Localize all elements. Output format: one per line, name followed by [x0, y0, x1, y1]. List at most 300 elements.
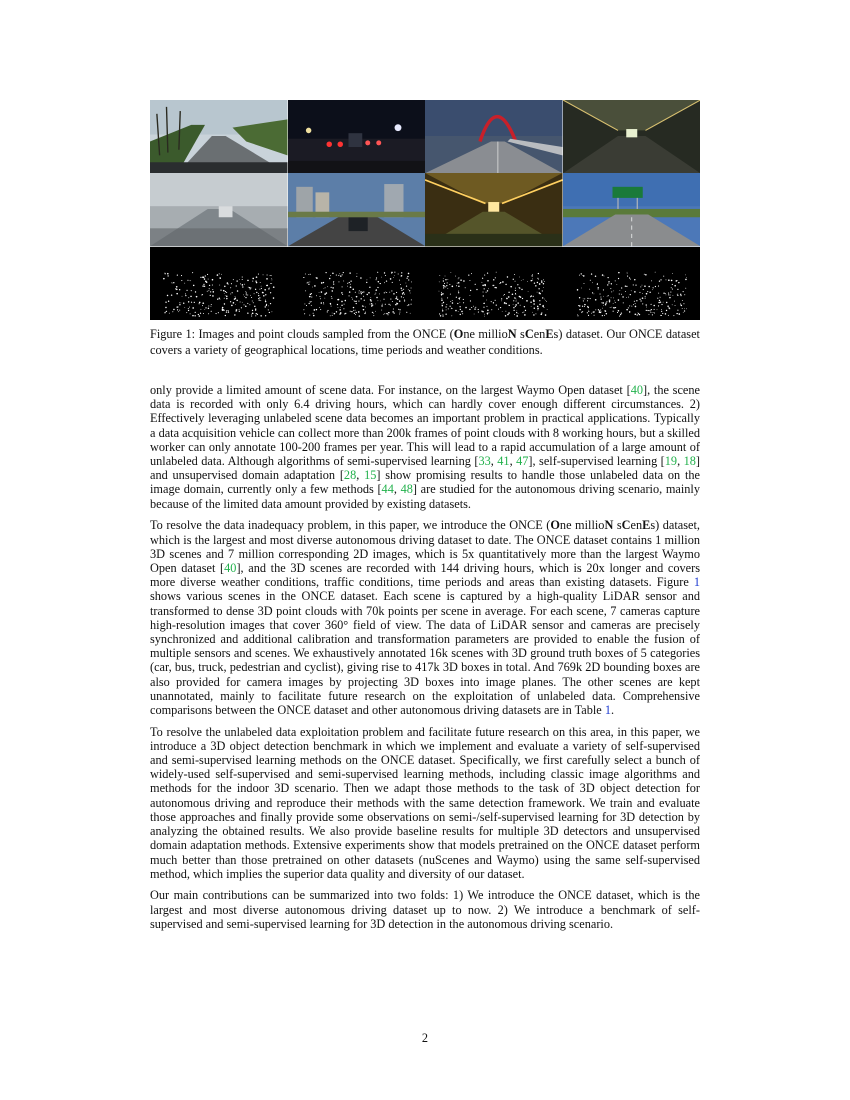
point-cloud-dot — [505, 315, 506, 316]
point-cloud-dot — [257, 313, 258, 314]
point-cloud-dot — [483, 295, 484, 296]
point-cloud-dot — [380, 300, 381, 301]
point-cloud-dot — [486, 305, 487, 306]
point-cloud-dot — [224, 285, 225, 286]
point-cloud-dot — [674, 305, 675, 306]
point-cloud-dot — [659, 296, 660, 297]
point-cloud-dot — [401, 272, 402, 273]
point-cloud-dot — [265, 315, 266, 316]
point-cloud-dot — [617, 277, 618, 278]
point-cloud-dot — [343, 280, 344, 281]
point-cloud-dot — [332, 272, 334, 274]
point-cloud-dot — [594, 299, 596, 301]
citation-link[interactable]: 44 — [381, 482, 394, 497]
point-cloud-dot — [484, 274, 485, 275]
point-cloud-dot — [620, 293, 621, 294]
point-cloud-dot — [597, 282, 598, 283]
point-cloud-dot — [475, 306, 476, 307]
citation-link[interactable]: 15 — [364, 468, 377, 483]
point-cloud-dot — [190, 313, 191, 314]
point-cloud-dot — [488, 288, 489, 289]
point-cloud-dot — [657, 285, 658, 286]
point-cloud-dot — [202, 305, 203, 306]
point-cloud-dot — [349, 283, 350, 284]
table-ref-link[interactable]: 1 — [604, 702, 611, 717]
point-cloud-dot — [443, 301, 444, 302]
point-cloud-dot — [259, 299, 260, 300]
point-cloud-dot — [205, 307, 206, 308]
point-cloud-dot — [601, 315, 602, 316]
point-cloud-dot — [496, 304, 497, 305]
point-cloud-dot — [475, 307, 476, 308]
point-cloud-dot — [208, 278, 209, 279]
point-cloud-dot — [606, 296, 607, 297]
point-cloud-dot — [657, 305, 658, 306]
point-cloud-dot — [370, 300, 371, 301]
point-cloud-dot — [388, 303, 389, 304]
point-cloud-dot — [268, 305, 269, 306]
point-cloud-dot — [194, 301, 195, 302]
point-cloud-dot — [252, 277, 254, 279]
point-cloud-dot — [388, 311, 390, 313]
citation-link[interactable]: 33 — [478, 454, 491, 469]
point-cloud-dot — [576, 289, 578, 291]
point-cloud-dot — [637, 313, 638, 314]
point-cloud-dot — [349, 272, 350, 273]
point-cloud-dot — [531, 306, 532, 307]
point-cloud-dot — [589, 279, 590, 280]
point-cloud-dot — [478, 311, 479, 312]
point-cloud-dot — [362, 308, 364, 310]
point-cloud-dot — [611, 291, 612, 292]
point-cloud-dot — [391, 271, 393, 273]
point-cloud-dot — [324, 293, 326, 295]
point-cloud-dot — [183, 302, 184, 303]
point-cloud-dot — [344, 299, 346, 301]
point-cloud-dot — [311, 296, 312, 297]
point-cloud-dot — [372, 312, 373, 313]
point-cloud-dot — [253, 302, 254, 303]
point-cloud-dot — [184, 282, 185, 283]
point-cloud-dot — [312, 312, 313, 313]
point-cloud-dot — [648, 285, 650, 287]
point-cloud-dot — [532, 278, 533, 279]
point-cloud-dot — [542, 290, 543, 291]
point-cloud-dot — [184, 307, 185, 308]
point-cloud-dot — [541, 312, 542, 313]
point-cloud-dot — [256, 276, 258, 278]
point-cloud-dot — [373, 315, 374, 316]
point-cloud-dot — [636, 300, 637, 301]
point-cloud-dot — [401, 289, 402, 290]
point-cloud-dot — [266, 278, 268, 280]
point-cloud-dot — [225, 295, 226, 296]
point-cloud-dot — [179, 289, 180, 290]
point-cloud-dot — [652, 287, 653, 288]
point-cloud-dot — [380, 276, 381, 277]
point-cloud-dot — [202, 285, 203, 286]
point-cloud-dot — [399, 279, 400, 280]
point-cloud-dot — [243, 294, 244, 295]
point-cloud-dot — [681, 300, 682, 301]
point-cloud-dot — [391, 301, 392, 302]
point-cloud-dot — [471, 307, 472, 308]
point-cloud-dot — [495, 277, 496, 278]
point-cloud-dot — [665, 294, 666, 295]
point-cloud-dot — [306, 282, 307, 283]
point-cloud-dot — [387, 314, 388, 315]
point-cloud-dot — [578, 305, 579, 306]
point-cloud-dot — [662, 301, 663, 302]
point-cloud-dot — [537, 309, 538, 310]
point-cloud-dot — [443, 280, 444, 281]
point-cloud-dot — [587, 306, 588, 307]
point-cloud-dot — [267, 274, 268, 275]
point-cloud-dot — [256, 281, 257, 282]
point-cloud-dot — [456, 296, 457, 297]
point-cloud-dot — [203, 283, 204, 284]
point-cloud-dot — [208, 305, 209, 306]
point-cloud-dot — [408, 279, 409, 280]
point-cloud-dot — [320, 282, 322, 284]
point-cloud-dot — [219, 298, 220, 299]
point-cloud-dot — [458, 311, 459, 312]
point-cloud-dot — [486, 299, 487, 300]
point-cloud-dot — [384, 303, 385, 304]
point-cloud-dot — [181, 280, 182, 281]
point-cloud-dot — [460, 313, 461, 314]
point-cloud-dot — [379, 283, 380, 284]
point-cloud-dot — [496, 287, 497, 288]
point-cloud-dot — [369, 286, 370, 287]
point-cloud-dot — [638, 313, 640, 315]
point-cloud-dot — [584, 298, 585, 299]
point-cloud-dot — [318, 292, 319, 293]
point-cloud-dot — [597, 309, 598, 310]
point-cloud-dot — [446, 309, 447, 310]
citation-link[interactable]: 40 — [224, 560, 237, 575]
point-cloud-dot — [204, 309, 205, 310]
point-cloud-dot — [619, 290, 620, 291]
point-cloud-dot — [448, 308, 449, 309]
point-cloud-dot — [202, 276, 204, 278]
point-cloud-dot — [208, 290, 209, 291]
citation-link[interactable]: 47 — [516, 454, 529, 469]
point-cloud-dot — [534, 307, 535, 308]
point-cloud-dot — [539, 292, 541, 294]
point-cloud-dot — [685, 277, 686, 278]
point-cloud-dot — [518, 313, 519, 314]
scene-image-tunnel-lights — [425, 173, 563, 246]
point-cloud-image-1 — [150, 247, 288, 320]
point-cloud-dot — [443, 314, 444, 315]
point-cloud-dot — [634, 313, 636, 315]
point-cloud-dot — [603, 305, 604, 306]
point-cloud-dot — [405, 285, 406, 286]
point-cloud-dot — [580, 273, 581, 274]
point-cloud-dot — [324, 297, 325, 298]
point-cloud-dot — [375, 279, 376, 280]
citation-link[interactable]: 19 — [664, 454, 678, 469]
point-cloud-dot — [628, 296, 629, 297]
point-cloud-dot — [409, 292, 410, 293]
point-cloud-dot — [231, 304, 233, 306]
point-cloud-dot — [629, 294, 630, 295]
point-cloud-dot — [632, 284, 633, 285]
citation-link[interactable]: 48 — [400, 482, 413, 497]
point-cloud-dot — [337, 307, 338, 308]
point-cloud-dot — [401, 293, 402, 294]
point-cloud-dot — [579, 309, 580, 310]
point-cloud-dot — [663, 275, 664, 276]
point-cloud-dot — [526, 300, 528, 302]
point-cloud-dot — [600, 309, 601, 310]
point-cloud-dot — [590, 273, 591, 274]
point-cloud-dot — [386, 292, 387, 293]
point-cloud-dot — [513, 307, 514, 308]
point-cloud-dot — [483, 306, 484, 307]
point-cloud-dot — [341, 300, 343, 302]
point-cloud-dot — [354, 301, 355, 302]
point-cloud-dot — [515, 280, 516, 281]
point-cloud-dot — [600, 298, 601, 299]
point-cloud-dot — [452, 300, 453, 301]
point-cloud-dot — [516, 315, 518, 317]
point-cloud-dot — [653, 312, 654, 313]
point-cloud-dot — [545, 299, 546, 300]
point-cloud-dot — [621, 287, 622, 288]
point-cloud-dot — [400, 275, 401, 276]
point-cloud-dot — [607, 277, 608, 278]
point-cloud-dot — [360, 277, 362, 279]
point-cloud-dot — [650, 303, 651, 304]
point-cloud-dot — [260, 282, 261, 283]
point-cloud-dot — [515, 304, 516, 305]
point-cloud-dot — [200, 276, 201, 277]
point-cloud-dot — [231, 283, 232, 284]
point-cloud-dot — [664, 293, 665, 294]
point-cloud-dot — [322, 282, 323, 283]
point-cloud-dot — [493, 302, 494, 303]
point-cloud-dot — [226, 295, 228, 297]
point-cloud-dot — [393, 293, 394, 294]
point-cloud-dot — [581, 311, 582, 312]
point-cloud-dot — [355, 302, 356, 303]
citation-link[interactable]: 41 — [497, 454, 510, 469]
point-cloud-dot — [352, 288, 354, 290]
point-cloud-dot — [194, 315, 195, 316]
point-cloud-dot — [186, 289, 187, 290]
point-cloud-dot — [330, 303, 331, 304]
point-cloud-dot — [356, 275, 357, 276]
point-cloud-dot — [455, 309, 457, 311]
point-cloud-dot — [445, 275, 446, 276]
point-cloud-dot — [339, 313, 340, 314]
point-cloud-dot — [397, 273, 398, 274]
point-cloud-dot — [610, 283, 611, 284]
point-cloud-dot — [525, 309, 526, 310]
point-cloud-dot — [335, 311, 336, 312]
point-cloud-dot — [391, 281, 392, 282]
point-cloud-dot — [223, 309, 224, 310]
point-cloud-dot — [221, 273, 222, 274]
point-cloud-dot — [607, 284, 608, 285]
point-cloud-dot — [363, 291, 364, 292]
point-cloud-dot — [176, 292, 178, 294]
point-cloud-dot — [375, 277, 376, 278]
point-cloud-dot — [341, 286, 342, 287]
point-cloud-dot — [521, 288, 522, 289]
point-cloud-dot — [265, 299, 266, 300]
point-cloud-dot — [533, 295, 534, 296]
point-cloud-dot — [406, 277, 407, 278]
point-cloud-dot — [349, 310, 350, 311]
point-cloud-dot — [670, 287, 671, 288]
point-cloud-dot — [443, 284, 445, 286]
point-cloud-dot — [375, 310, 376, 311]
point-cloud-dot — [512, 293, 514, 295]
point-cloud-dot — [406, 305, 407, 306]
point-cloud-dot — [540, 313, 542, 315]
point-cloud-dot — [634, 303, 635, 304]
point-cloud-dot — [678, 313, 680, 315]
point-cloud-dot — [366, 281, 367, 282]
point-cloud-dot — [255, 308, 256, 309]
point-cloud-dot — [622, 296, 623, 297]
point-cloud-dot — [650, 310, 651, 311]
point-cloud-dot — [642, 293, 643, 294]
point-cloud-dot — [211, 310, 212, 311]
point-cloud-dot — [375, 292, 376, 293]
point-cloud-dot — [196, 295, 198, 297]
point-cloud-dot — [391, 290, 392, 291]
point-cloud-dot — [668, 292, 669, 293]
point-cloud-dot — [172, 311, 173, 312]
point-cloud-dot — [393, 312, 394, 313]
point-cloud-dot — [173, 308, 174, 309]
point-cloud-dot — [353, 309, 354, 310]
point-cloud-dot — [668, 294, 669, 295]
point-cloud-dot — [669, 308, 670, 309]
point-cloud-dot — [358, 292, 359, 293]
point-cloud-dot — [171, 282, 172, 283]
point-cloud-dot — [631, 305, 632, 306]
point-cloud-dot — [254, 293, 255, 294]
point-cloud-dot — [624, 291, 625, 292]
point-cloud-dot — [195, 311, 196, 312]
point-cloud-dot — [450, 293, 451, 294]
point-cloud-dot — [468, 274, 469, 275]
paragraph-1: only provide a limited amount of scene data. For instance, on the largest Waymo Open dataset [40], the scene data is recorded with only 6.4 driving hours, which can hardly cover enough different circumstances. 2) Effectively leveraging unlabeled scene data becomes an important problem in practical applications. Typically a data acquisition vehicle can collect more than 200k frames of point clouds with 8 working hours, but a skilled worker can only annotate 100-200 frames per year. This will lead to a rapid accumulation of a large amount of unlabeled data. Although algorithms of semi-supervised learning [33, 41, 47], self-supervised learning [19, 18] and unsupervised domain adaptation [28, 15] show promising results to handle those unlabeled data on the image domain, currently only a few methods [44, 48] are studied for the autonomous driving scenario, mainly because of the limited data amount provided by existing datasets. — [150, 383, 700, 511]
point-cloud-dot — [470, 289, 471, 290]
point-cloud-dot — [446, 285, 447, 286]
figure-ref-link[interactable]: 1 — [693, 575, 700, 590]
point-cloud-dot — [447, 279, 448, 280]
point-cloud-dot — [665, 309, 666, 310]
scene-image-tunnel — [563, 100, 701, 173]
point-cloud-dot — [398, 308, 399, 309]
point-cloud-dot — [489, 312, 490, 313]
point-cloud-dot — [368, 292, 370, 294]
point-cloud-dot — [457, 302, 458, 303]
point-cloud-dot — [199, 301, 201, 303]
point-cloud-dot — [403, 300, 404, 301]
point-cloud-dot — [212, 289, 213, 290]
point-cloud-dot — [245, 291, 246, 292]
citation-link[interactable]: 28 — [343, 468, 357, 483]
point-cloud-dot — [201, 294, 202, 295]
point-cloud-dot — [330, 286, 331, 287]
point-cloud-dot — [644, 297, 645, 298]
point-cloud-dot — [361, 305, 362, 306]
point-cloud-dot — [225, 314, 226, 315]
point-cloud-dot — [537, 281, 538, 282]
point-cloud-dot — [314, 285, 316, 287]
point-cloud-dot — [186, 312, 187, 313]
page-number: 2 — [421, 1031, 429, 1045]
point-cloud-dot — [393, 277, 394, 278]
point-cloud-dot — [443, 278, 444, 279]
point-cloud-dot — [188, 308, 189, 309]
point-cloud-dot — [251, 313, 252, 314]
point-cloud-dot — [377, 271, 378, 272]
point-cloud-dot — [677, 309, 678, 310]
point-cloud-dot — [172, 282, 173, 283]
point-cloud-dot — [385, 275, 386, 276]
point-cloud-dot — [462, 313, 463, 314]
point-cloud-dot — [487, 309, 489, 311]
point-cloud-dot — [524, 306, 525, 307]
point-cloud-dot — [179, 309, 180, 310]
point-cloud-dot — [251, 297, 252, 298]
point-cloud-dot — [608, 282, 609, 283]
point-cloud-dot — [400, 287, 401, 288]
point-cloud-dot — [602, 302, 604, 304]
point-cloud-dot — [225, 291, 226, 292]
point-cloud-dot — [474, 313, 475, 314]
point-cloud-dot — [381, 305, 382, 306]
point-cloud-dot — [182, 295, 183, 296]
citation-link[interactable]: 40 — [630, 383, 643, 397]
point-cloud-dot — [658, 280, 659, 281]
point-cloud-dot — [255, 309, 256, 310]
point-cloud-dot — [581, 312, 582, 313]
point-cloud-dot — [189, 306, 190, 307]
point-cloud-dot — [328, 277, 330, 279]
point-cloud-dot — [400, 296, 401, 297]
point-cloud-dot — [680, 295, 681, 296]
point-cloud-dot — [500, 282, 501, 283]
point-cloud-dot — [605, 313, 606, 314]
point-cloud-dot — [651, 280, 652, 281]
point-cloud-dot — [672, 295, 673, 296]
point-cloud-dot — [309, 301, 310, 302]
point-cloud-dot — [647, 291, 648, 292]
point-cloud-dot — [680, 304, 682, 306]
point-cloud-dot — [626, 273, 627, 274]
point-cloud-dot — [263, 274, 264, 275]
point-cloud-dot — [439, 281, 440, 282]
point-cloud-dot — [271, 275, 272, 276]
point-cloud-dot — [315, 295, 316, 296]
point-cloud-dot — [338, 274, 339, 275]
point-cloud-dot — [406, 311, 407, 312]
citation-link[interactable]: 18 — [683, 454, 696, 469]
point-cloud-dot — [386, 312, 387, 313]
point-cloud-dot — [304, 273, 305, 274]
point-cloud-dot — [538, 288, 539, 289]
point-cloud-dot — [603, 295, 604, 296]
